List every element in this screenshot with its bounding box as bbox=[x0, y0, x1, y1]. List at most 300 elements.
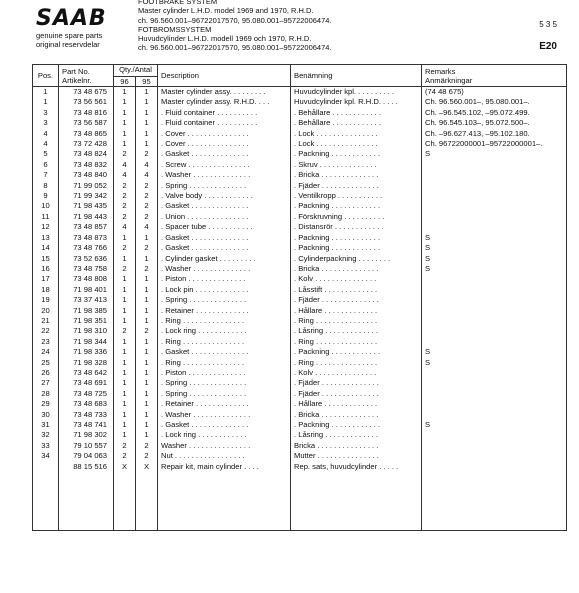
cell-pos: 19 bbox=[33, 295, 59, 305]
table-row bbox=[33, 389, 567, 399]
col-header-qty bbox=[114, 65, 158, 87]
cell-remarks bbox=[422, 274, 567, 284]
table-row bbox=[33, 430, 567, 440]
cell-part-no: 73 48 733 bbox=[59, 410, 114, 420]
cell-description: . Spring . . . . . . . . . . . . . . bbox=[158, 389, 291, 399]
cell-qty-95: 2 bbox=[136, 326, 158, 336]
table-filler-row bbox=[33, 472, 567, 531]
table-row bbox=[33, 87, 567, 98]
cell-description: . Spring . . . . . . . . . . . . . . bbox=[158, 378, 291, 388]
cell-description: . Valve body . . . . . . . . . . . . bbox=[158, 191, 291, 201]
cell-pos: 11 bbox=[33, 212, 59, 222]
cell-qty-95: 2 bbox=[136, 243, 158, 253]
table-row bbox=[33, 191, 567, 201]
cell-pos: 1 bbox=[33, 87, 59, 98]
cell-pos: 7 bbox=[33, 170, 59, 180]
cell-benamning: . Låsring . . . . . . . . . . . . . bbox=[291, 430, 422, 440]
cell-qty-96: 1 bbox=[114, 410, 136, 420]
cell-description: . Lock pin . . . . . . . . . . . . . bbox=[158, 285, 291, 295]
cell-qty-95: 1 bbox=[136, 378, 158, 388]
table-row bbox=[33, 149, 567, 159]
cell-description: Master cylinder assy. . . . . . . . . bbox=[158, 87, 291, 98]
cell-part-no: 73 48 675 bbox=[59, 87, 114, 98]
cell-qty-96: 1 bbox=[114, 295, 136, 305]
tagline-english: genuine spare parts bbox=[36, 31, 103, 40]
cell-qty-96: 1 bbox=[114, 254, 136, 264]
cell-pos: 8 bbox=[33, 181, 59, 191]
cell-part-no: 71 98 435 bbox=[59, 201, 114, 211]
cell-qty-95: 4 bbox=[136, 170, 158, 180]
table-row bbox=[33, 368, 567, 378]
cell-benamning: . Ring . . . . . . . . . . . . . . . bbox=[291, 316, 422, 326]
table-row bbox=[33, 451, 567, 461]
cell-remarks bbox=[422, 451, 567, 461]
table-row bbox=[33, 378, 567, 388]
cell-benamning: Bricka . . . . . . . . . . . . . . . bbox=[291, 441, 422, 451]
cell-remarks bbox=[422, 160, 567, 170]
cell-qty-95: 1 bbox=[136, 295, 158, 305]
cell-part-no: 71 98 336 bbox=[59, 347, 114, 357]
cell-part-no: 71 99 052 bbox=[59, 181, 114, 191]
qty-96-label: 96 bbox=[114, 77, 136, 86]
cell-remarks: S bbox=[422, 233, 567, 243]
cell-remarks: S bbox=[422, 149, 567, 159]
cell-pos: 21 bbox=[33, 316, 59, 326]
cell-description: Repair kit, main cylinder . . . . bbox=[158, 462, 291, 472]
cell-qty-95: 1 bbox=[136, 233, 158, 243]
cell-pos: 17 bbox=[33, 274, 59, 284]
cell-qty-95: 1 bbox=[136, 368, 158, 378]
cell-qty-96: 1 bbox=[114, 378, 136, 388]
cell-pos: 16 bbox=[33, 264, 59, 274]
table-row bbox=[33, 441, 567, 451]
cell-description: . Retainer . . . . . . . . . . . . . bbox=[158, 399, 291, 409]
cell-benamning: . Ventilkropp . . . . . . . . . . . bbox=[291, 191, 422, 201]
table-row bbox=[33, 264, 567, 274]
cell-qty-95: 1 bbox=[136, 337, 158, 347]
cell-description: . Ring . . . . . . . . . . . . . . . bbox=[158, 337, 291, 347]
col-header-benamning: Benämning bbox=[291, 65, 422, 87]
cell-qty-95: 1 bbox=[136, 97, 158, 107]
cell-description: . Screw . . . . . . . . . . . . . . . bbox=[158, 160, 291, 170]
cell-description: . Lock ring . . . . . . . . . . . . bbox=[158, 430, 291, 440]
cell-qty-95: 2 bbox=[136, 191, 158, 201]
header-line: FOOTBRAKE SYSTEM bbox=[138, 0, 218, 6]
table-row bbox=[33, 160, 567, 170]
cell-remarks bbox=[422, 399, 567, 409]
cell-part-no: 73 48 865 bbox=[59, 129, 114, 139]
cell-pos: 18 bbox=[33, 285, 59, 295]
cell-qty-95: 2 bbox=[136, 181, 158, 191]
cell-description: . Retainer . . . . . . . . . . . . . bbox=[158, 306, 291, 316]
cell-pos: 30 bbox=[33, 410, 59, 420]
table-row bbox=[33, 285, 567, 295]
cell-description: . Gasket . . . . . . . . . . . . . . bbox=[158, 233, 291, 243]
empty-cell bbox=[136, 472, 158, 531]
cell-part-no: 73 48 741 bbox=[59, 420, 114, 430]
cell-part-no: 73 48 824 bbox=[59, 149, 114, 159]
cell-part-no: 73 37 413 bbox=[59, 295, 114, 305]
cell-part-no: 71 98 401 bbox=[59, 285, 114, 295]
cell-qty-96: 1 bbox=[114, 306, 136, 316]
table-row bbox=[33, 170, 567, 180]
table-row bbox=[33, 420, 567, 430]
cell-qty-96: 1 bbox=[114, 118, 136, 128]
cell-description: Nut . . . . . . . . . . . . . . . . . bbox=[158, 451, 291, 461]
cell-remarks: Ch. –96.545.102, –95.072.499. bbox=[422, 108, 567, 118]
cell-description: . Cover . . . . . . . . . . . . . . . bbox=[158, 139, 291, 149]
cell-part-no: 73 48 808 bbox=[59, 274, 114, 284]
cell-qty-96: 2 bbox=[114, 264, 136, 274]
cell-description: . Piston . . . . . . . . . . . . . . bbox=[158, 274, 291, 284]
table-row bbox=[33, 274, 567, 284]
cell-qty-96: 1 bbox=[114, 368, 136, 378]
table-row bbox=[33, 97, 567, 107]
cell-qty-95: 2 bbox=[136, 441, 158, 451]
cell-remarks bbox=[422, 316, 567, 326]
cell-qty-95: X bbox=[136, 462, 158, 472]
cell-benamning: . Packning . . . . . . . . . . . . bbox=[291, 201, 422, 211]
cell-benamning: . Förskruvning . . . . . . . . . . bbox=[291, 212, 422, 222]
cell-pos: 34 bbox=[33, 451, 59, 461]
cell-description: . Fluid container . . . . . . . . . . bbox=[158, 108, 291, 118]
cell-benamning: . Skruv . . . . . . . . . . . . . . bbox=[291, 160, 422, 170]
empty-cell bbox=[422, 472, 567, 531]
cell-part-no: 88 15 516 bbox=[59, 462, 114, 472]
cell-remarks bbox=[422, 212, 567, 222]
cell-qty-96: 2 bbox=[114, 243, 136, 253]
col-header-description: Description bbox=[158, 65, 291, 87]
cell-description: . Ring . . . . . . . . . . . . . . . bbox=[158, 358, 291, 368]
cell-remarks: Ch. 96722000001–95722000001–. bbox=[422, 139, 567, 149]
cell-remarks bbox=[422, 430, 567, 440]
cell-qty-95: 1 bbox=[136, 399, 158, 409]
cell-qty-96: 2 bbox=[114, 441, 136, 451]
cell-description: . Ring . . . . . . . . . . . . . . . bbox=[158, 316, 291, 326]
cell-part-no: 79 10 557 bbox=[59, 441, 114, 451]
cell-description: Master cylinder assy. R.H.D. . . . bbox=[158, 97, 291, 107]
cell-qty-95: 1 bbox=[136, 347, 158, 357]
cell-qty-96: 1 bbox=[114, 129, 136, 139]
cell-benamning: . Lock . . . . . . . . . . . . . . . bbox=[291, 129, 422, 139]
cell-description: . Cover . . . . . . . . . . . . . . . bbox=[158, 129, 291, 139]
cell-remarks bbox=[422, 337, 567, 347]
cell-qty-95: 2 bbox=[136, 264, 158, 274]
table-row bbox=[33, 399, 567, 409]
cell-description: . Gasket . . . . . . . . . . . . . . bbox=[158, 347, 291, 357]
cell-pos: 5 bbox=[33, 149, 59, 159]
cell-benamning: . Hållare . . . . . . . . . . . . . bbox=[291, 306, 422, 316]
table-row bbox=[33, 139, 567, 149]
cell-pos: 26 bbox=[33, 368, 59, 378]
cell-part-no: 71 98 310 bbox=[59, 326, 114, 336]
cell-benamning: . Behållare . . . . . . . . . . . . bbox=[291, 118, 422, 128]
cell-description: . Gasket . . . . . . . . . . . . . . bbox=[158, 243, 291, 253]
cell-qty-96: 2 bbox=[114, 201, 136, 211]
cell-part-no: 73 48 691 bbox=[59, 378, 114, 388]
tagline-swedish: original reservdelar bbox=[36, 40, 100, 49]
cell-benamning: . Bricka . . . . . . . . . . . . . . bbox=[291, 170, 422, 180]
cell-part-no: 71 98 344 bbox=[59, 337, 114, 347]
cell-remarks: Ch. 96.545.103–, 95.072.500–. bbox=[422, 118, 567, 128]
cell-remarks: S bbox=[422, 254, 567, 264]
table-row bbox=[33, 295, 567, 305]
table-row bbox=[33, 254, 567, 264]
cell-qty-96: 1 bbox=[114, 285, 136, 295]
cell-qty-95: 1 bbox=[136, 254, 158, 264]
cell-qty-96: 2 bbox=[114, 212, 136, 222]
cell-qty-96: 1 bbox=[114, 233, 136, 243]
header-line: Huvudcylinder L.H.D. modell 1969 och 1970, R.H.D. bbox=[138, 34, 312, 44]
cell-description: . Spring . . . . . . . . . . . . . . bbox=[158, 295, 291, 305]
cell-pos: 28 bbox=[33, 389, 59, 399]
table-row bbox=[33, 181, 567, 191]
cell-qty-95: 1 bbox=[136, 316, 158, 326]
cell-remarks: Ch. 96.560.001–, 95.080.001–. bbox=[422, 97, 567, 107]
cell-benamning: . Bricka . . . . . . . . . . . . . . bbox=[291, 410, 422, 420]
cell-qty-95: 1 bbox=[136, 420, 158, 430]
qty-label: Qty./Antal bbox=[119, 65, 152, 74]
cell-qty-96: 2 bbox=[114, 149, 136, 159]
parts-table bbox=[32, 64, 567, 531]
cell-qty-95: 2 bbox=[136, 451, 158, 461]
cell-benamning: . Bricka . . . . . . . . . . . . . . bbox=[291, 264, 422, 274]
cell-qty-96: 1 bbox=[114, 420, 136, 430]
table-row bbox=[33, 347, 567, 357]
table-row bbox=[33, 118, 567, 128]
header-line: Master cylinder L.H.D. model 1969 and 1970, R.H.D. bbox=[138, 6, 314, 16]
cell-qty-95: 1 bbox=[136, 430, 158, 440]
cell-qty-96: 2 bbox=[114, 451, 136, 461]
cell-description: . Spacer tube . . . . . . . . . . . bbox=[158, 222, 291, 232]
cell-qty-95: 1 bbox=[136, 306, 158, 316]
cell-remarks bbox=[422, 389, 567, 399]
brand-tagline bbox=[36, 31, 102, 49]
cell-pos: 20 bbox=[33, 306, 59, 316]
cell-remarks: Ch. –96.627.413, –95.102.180. bbox=[422, 129, 567, 139]
cell-part-no: 71 98 328 bbox=[59, 358, 114, 368]
cell-part-no: 73 48 840 bbox=[59, 170, 114, 180]
cell-qty-96: 1 bbox=[114, 389, 136, 399]
cell-remarks bbox=[422, 306, 567, 316]
cell-pos: 29 bbox=[33, 399, 59, 409]
cell-pos: 33 bbox=[33, 441, 59, 451]
cell-description: . Spring . . . . . . . . . . . . . . bbox=[158, 181, 291, 191]
empty-cell bbox=[33, 472, 59, 531]
cell-pos: 24 bbox=[33, 347, 59, 357]
cell-benamning: . Fjäder . . . . . . . . . . . . . . bbox=[291, 295, 422, 305]
cell-qty-96: 1 bbox=[114, 430, 136, 440]
table-row bbox=[33, 316, 567, 326]
cell-qty-95: 1 bbox=[136, 108, 158, 118]
cell-part-no: 73 72 428 bbox=[59, 139, 114, 149]
cell-qty-96: 1 bbox=[114, 399, 136, 409]
cell-part-no: 71 98 443 bbox=[59, 212, 114, 222]
cell-remarks bbox=[422, 181, 567, 191]
cell-remarks: S bbox=[422, 358, 567, 368]
cell-part-no: 79 04 063 bbox=[59, 451, 114, 461]
cell-remarks bbox=[422, 170, 567, 180]
cell-benamning: . Hållare . . . . . . . . . . . . . bbox=[291, 399, 422, 409]
cell-pos: 12 bbox=[33, 222, 59, 232]
cell-qty-95: 1 bbox=[136, 389, 158, 399]
cell-pos: 27 bbox=[33, 378, 59, 388]
cell-part-no: 73 56 561 bbox=[59, 97, 114, 107]
cell-qty-96: 1 bbox=[114, 97, 136, 107]
cell-qty-95: 2 bbox=[136, 201, 158, 211]
cell-qty-95: 4 bbox=[136, 222, 158, 232]
table-row bbox=[33, 129, 567, 139]
cell-pos: 3 bbox=[33, 108, 59, 118]
table-row bbox=[33, 108, 567, 118]
cell-remarks bbox=[422, 191, 567, 201]
cell-benamning: . Kolv . . . . . . . . . . . . . . . bbox=[291, 274, 422, 284]
cell-benamning: . Packning . . . . . . . . . . . . bbox=[291, 243, 422, 253]
cell-qty-95: 2 bbox=[136, 149, 158, 159]
cell-pos: 10 bbox=[33, 201, 59, 211]
cell-remarks bbox=[422, 201, 567, 211]
cell-remarks: (74 48 675) bbox=[422, 87, 567, 98]
cell-qty-96: 4 bbox=[114, 170, 136, 180]
cell-description: . Gasket . . . . . . . . . . . . . . bbox=[158, 149, 291, 159]
header-line: ch. 96.560.001–96722017570, 95.080.001–95722006474. bbox=[138, 43, 332, 53]
cell-part-no: 71 98 351 bbox=[59, 316, 114, 326]
cell-description: . Fluid container . . . . . . . . . . bbox=[158, 118, 291, 128]
cell-qty-96: 1 bbox=[114, 337, 136, 347]
cell-qty-95: 1 bbox=[136, 274, 158, 284]
cell-description: . Lock ring . . . . . . . . . . . . bbox=[158, 326, 291, 336]
cell-pos: 13 bbox=[33, 233, 59, 243]
cell-part-no: 73 48 683 bbox=[59, 399, 114, 409]
header-line: FOTBROMSSYSTEM bbox=[138, 24, 212, 34]
cell-description: . Cylinder gasket . . . . . . . . . bbox=[158, 254, 291, 264]
cell-benamning: . Fjäder . . . . . . . . . . . . . . bbox=[291, 389, 422, 399]
table-row bbox=[33, 462, 567, 472]
cell-part-no: 71 98 302 bbox=[59, 430, 114, 440]
table-row bbox=[33, 233, 567, 243]
cell-benamning: Huvudcylinder kpl. . . . . . . . . . bbox=[291, 87, 422, 98]
cell-part-no: 73 56 587 bbox=[59, 118, 114, 128]
table-row bbox=[33, 410, 567, 420]
cell-pos: 1 bbox=[33, 97, 59, 107]
table-header-row bbox=[33, 65, 567, 87]
empty-cell bbox=[59, 472, 114, 531]
cell-qty-95: 1 bbox=[136, 129, 158, 139]
cell-qty-96: X bbox=[114, 462, 136, 472]
cell-description: . Washer . . . . . . . . . . . . . . bbox=[158, 264, 291, 274]
empty-cell bbox=[158, 472, 291, 531]
cell-qty-96: 1 bbox=[114, 139, 136, 149]
cell-benamning: . Fjäder . . . . . . . . . . . . . . bbox=[291, 181, 422, 191]
cell-part-no: 73 48 816 bbox=[59, 108, 114, 118]
cell-benamning: . Låsstift . . . . . . . . . . . . . bbox=[291, 285, 422, 295]
cell-pos: 25 bbox=[33, 358, 59, 368]
cell-qty-96: 1 bbox=[114, 274, 136, 284]
cell-part-no: 71 98 385 bbox=[59, 306, 114, 316]
cell-pos: 6 bbox=[33, 160, 59, 170]
cell-benamning: . Cylinderpackning . . . . . . . . bbox=[291, 254, 422, 264]
cell-part-no: 73 48 857 bbox=[59, 222, 114, 232]
cell-benamning: . Packning . . . . . . . . . . . . bbox=[291, 149, 422, 159]
cell-remarks: S bbox=[422, 420, 567, 430]
cell-part-no: 73 48 725 bbox=[59, 389, 114, 399]
col-header-part-no: Part No. Artikelnr. bbox=[59, 65, 114, 87]
cell-remarks: S bbox=[422, 347, 567, 357]
cell-qty-96: 1 bbox=[114, 358, 136, 368]
cell-description: . Piston . . . . . . . . . . . . . . bbox=[158, 368, 291, 378]
col-header-pos: Pos. bbox=[33, 65, 59, 87]
cell-benamning: . Behållare . . . . . . . . . . . . bbox=[291, 108, 422, 118]
cell-remarks: S bbox=[422, 264, 567, 274]
table-row bbox=[33, 326, 567, 336]
cell-qty-95: 1 bbox=[136, 358, 158, 368]
table-row bbox=[33, 358, 567, 368]
cell-qty-96: 1 bbox=[114, 347, 136, 357]
cell-benamning: . Packning . . . . . . . . . . . . bbox=[291, 420, 422, 430]
cell-benamning: Rep. sats, huvudcylinder . . . . . bbox=[291, 462, 422, 472]
table-row bbox=[33, 222, 567, 232]
cell-part-no: 71 99 342 bbox=[59, 191, 114, 201]
cell-pos bbox=[33, 462, 59, 472]
cell-qty-95: 1 bbox=[136, 139, 158, 149]
cell-benamning: . Ring . . . . . . . . . . . . . . . bbox=[291, 358, 422, 368]
cell-part-no: 73 48 766 bbox=[59, 243, 114, 253]
table-row bbox=[33, 306, 567, 316]
cell-pos: 22 bbox=[33, 326, 59, 336]
empty-cell bbox=[114, 472, 136, 531]
cell-benamning: Huvudcylinder kpl. R.H.D. . . . . bbox=[291, 97, 422, 107]
cell-pos: 14 bbox=[33, 243, 59, 253]
cell-remarks bbox=[422, 295, 567, 305]
cell-qty-95: 2 bbox=[136, 212, 158, 222]
cell-qty-96: 1 bbox=[114, 87, 136, 98]
cell-pos: 4 bbox=[33, 139, 59, 149]
document-header bbox=[138, 0, 332, 53]
cell-benamning: . Lock . . . . . . . . . . . . . . . bbox=[291, 139, 422, 149]
cell-qty-96: 2 bbox=[114, 181, 136, 191]
qty-95-label: 95 bbox=[142, 77, 151, 86]
table-row bbox=[33, 212, 567, 222]
cell-benamning: . Packning . . . . . . . . . . . . bbox=[291, 347, 422, 357]
cell-remarks bbox=[422, 326, 567, 336]
cell-qty-95: 1 bbox=[136, 87, 158, 98]
page-number: 5 3 5 bbox=[539, 20, 557, 29]
cell-benamning: . Låsring . . . . . . . . . . . . . bbox=[291, 326, 422, 336]
cell-remarks bbox=[422, 285, 567, 295]
cell-description: . Washer . . . . . . . . . . . . . . bbox=[158, 170, 291, 180]
cell-benamning: . Ring . . . . . . . . . . . . . . . bbox=[291, 337, 422, 347]
cell-part-no: 73 48 642 bbox=[59, 368, 114, 378]
cell-pos: 32 bbox=[33, 430, 59, 440]
cell-description: . Union . . . . . . . . . . . . . . . bbox=[158, 212, 291, 222]
cell-remarks bbox=[422, 222, 567, 232]
cell-pos: 31 bbox=[33, 420, 59, 430]
cell-qty-96: 4 bbox=[114, 222, 136, 232]
cell-description: . Gasket . . . . . . . . . . . . . . bbox=[158, 420, 291, 430]
cell-qty-96: 1 bbox=[114, 108, 136, 118]
cell-qty-95: 1 bbox=[136, 410, 158, 420]
cell-qty-95: 1 bbox=[136, 285, 158, 295]
cell-remarks bbox=[422, 378, 567, 388]
cell-pos: 23 bbox=[33, 337, 59, 347]
cell-remarks: S bbox=[422, 243, 567, 253]
cell-remarks bbox=[422, 441, 567, 451]
col-header-remarks: Remarks Anmärkningar bbox=[422, 65, 567, 87]
cell-benamning: . Packning . . . . . . . . . . . . bbox=[291, 233, 422, 243]
saab-logo: SAAB bbox=[36, 6, 107, 31]
section-code: E20 bbox=[539, 41, 557, 52]
cell-qty-96: 4 bbox=[114, 160, 136, 170]
